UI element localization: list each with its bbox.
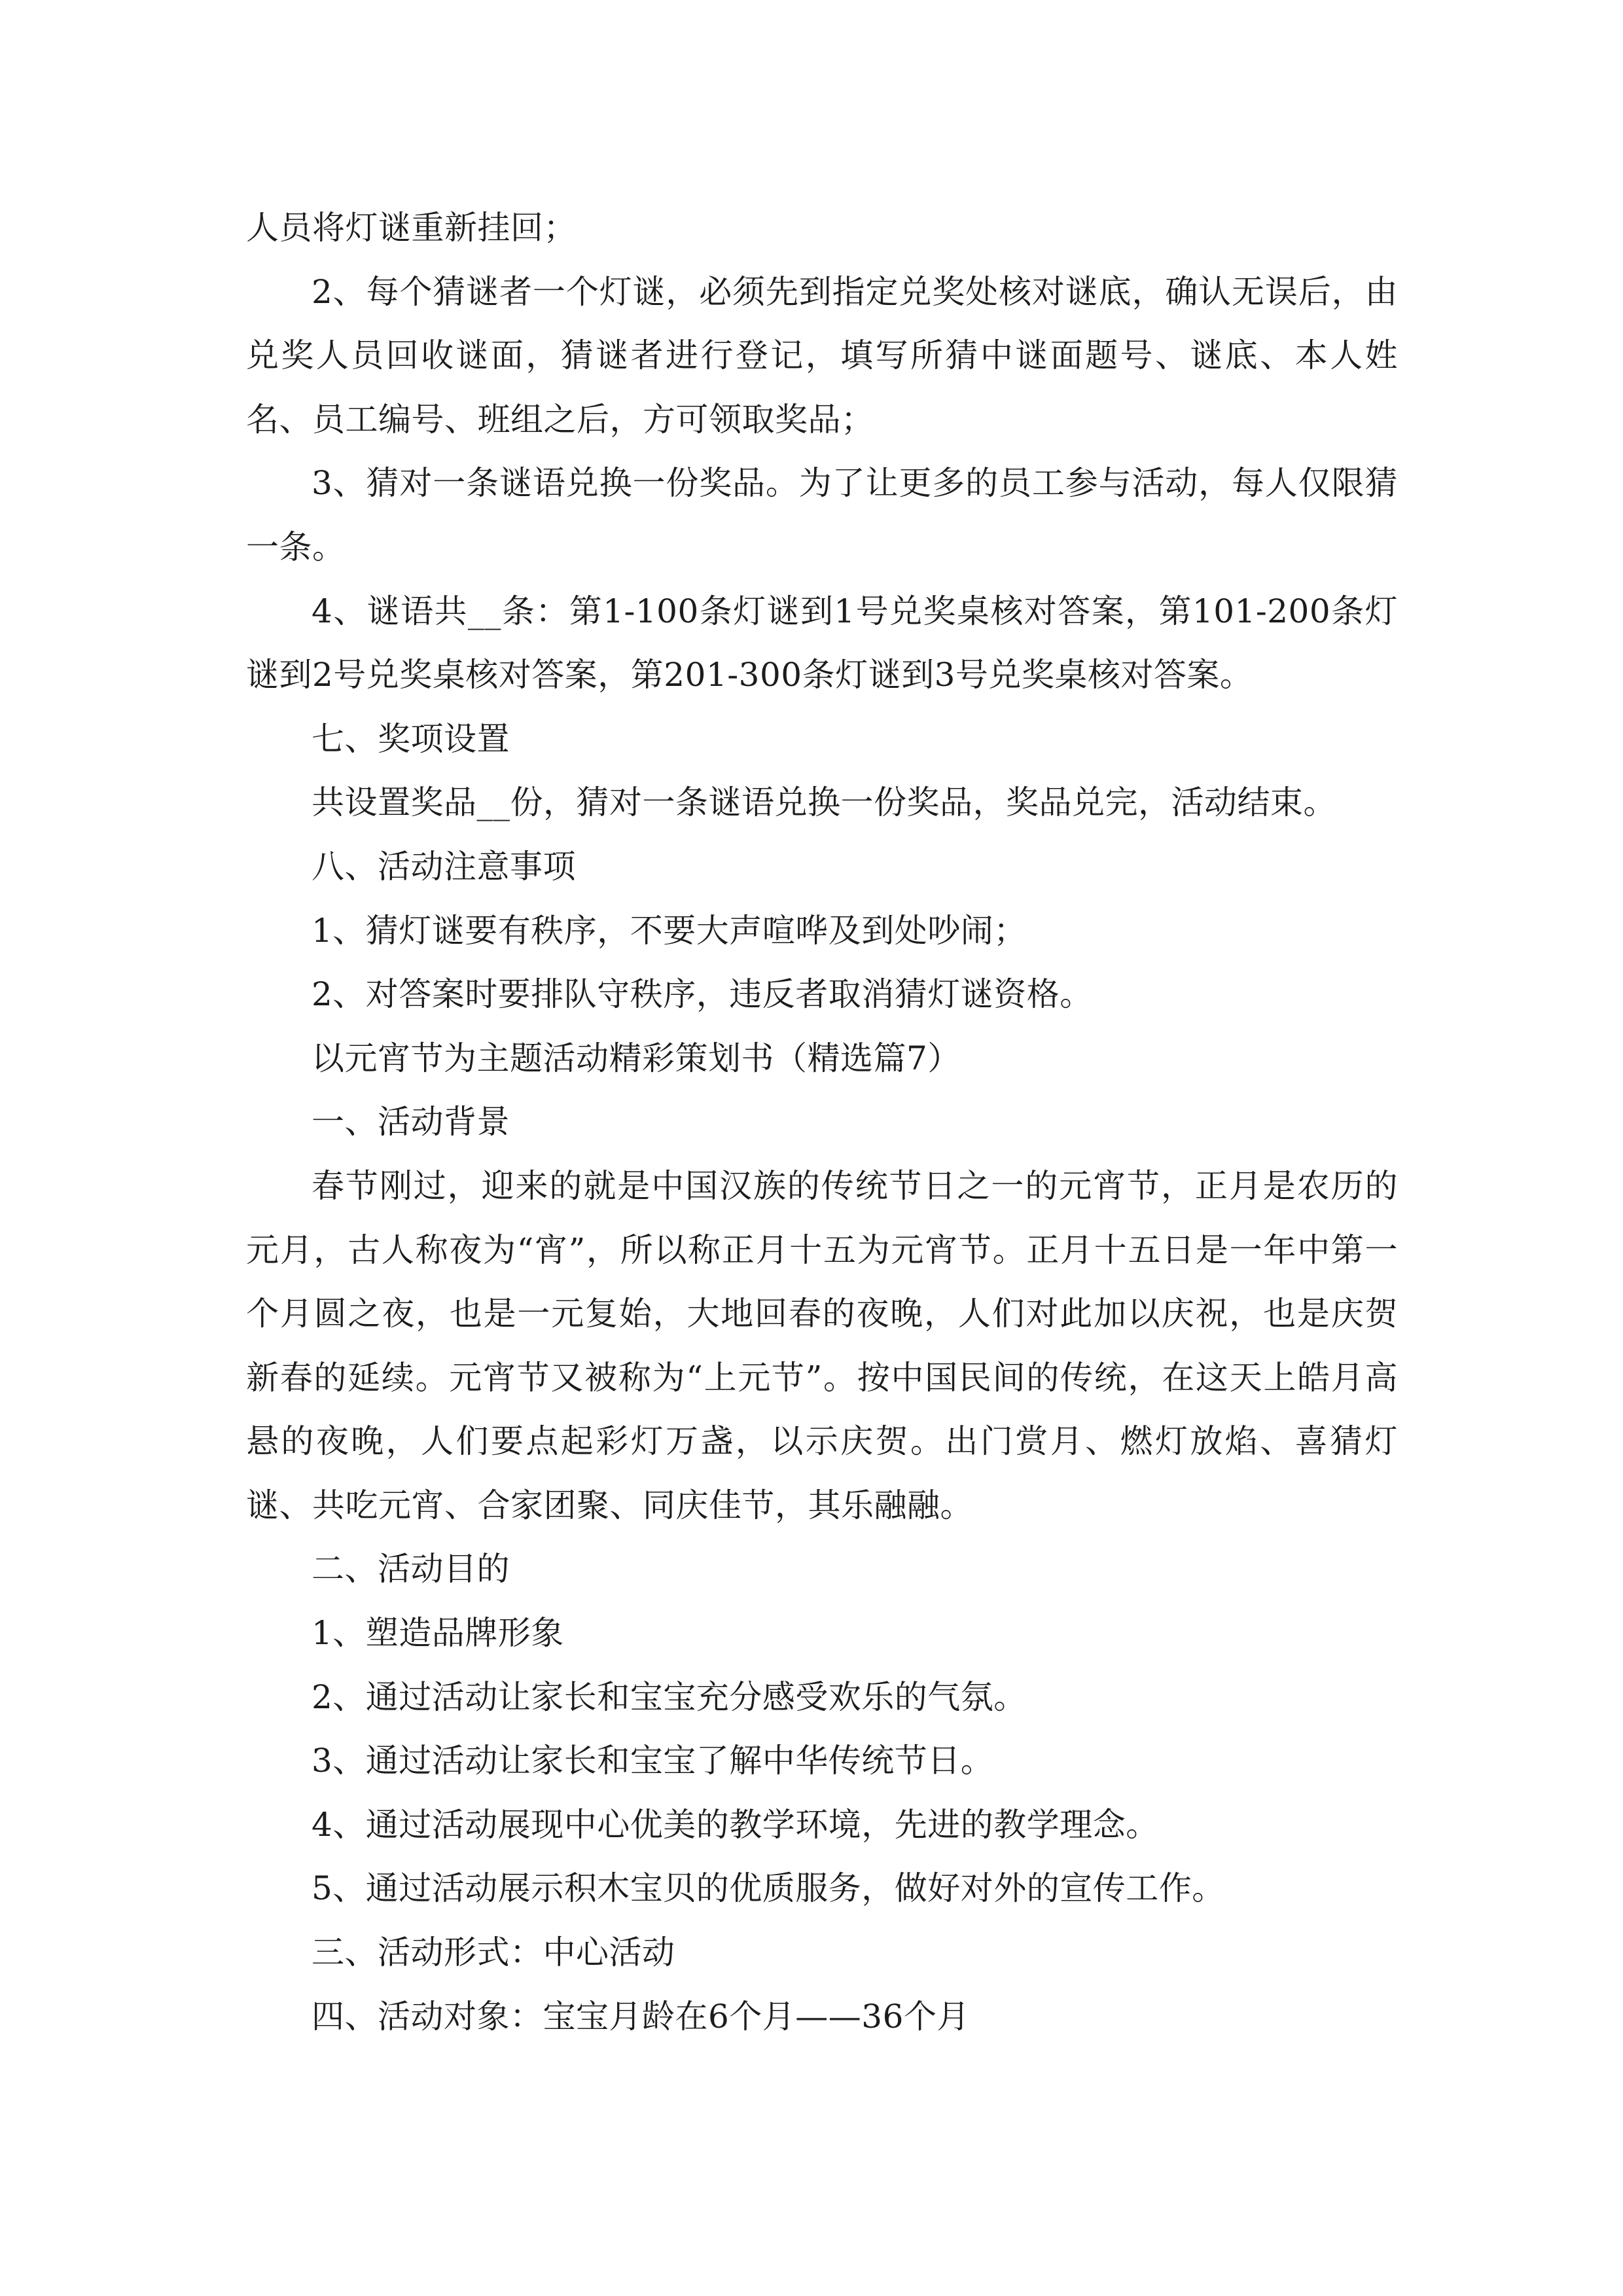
paragraph-purpose-2: 2、通过活动让家长和宝宝充分感受欢乐的气氛。 bbox=[312, 1677, 1027, 1716]
heading-awards: 七、奖项设置 bbox=[312, 719, 510, 758]
paragraph-rule-3: 3、猜对一条谜语兑换一份奖品。为了让更多的员工参与活动，每人仅限猜一条。 bbox=[246, 464, 1398, 566]
paragraph-rule-4: 4、谜语共__条：第1-100条灯谜到1号兑奖桌核对答案，第101-200条灯谜到2号兑奖桌核对答案，第201-300条灯谜到3号兑奖桌核对答案。 bbox=[246, 592, 1398, 694]
paragraph-awards: 共设置奖品__份，猜对一条谜语兑换一份奖品，奖品兑完，活动结束。 bbox=[312, 783, 1336, 822]
paragraph-continued: 人员将灯谜重新挂回； bbox=[246, 209, 577, 247]
heading-audience: 四、活动对象：宝宝月龄在6个月——36个月 bbox=[312, 1997, 970, 2036]
heading-notes: 八、活动注意事项 bbox=[312, 847, 576, 886]
paragraph-rule-2: 2、每个猜谜者一个灯谜，必须先到指定兑奖处核对谜底，确认无误后，由兑奖人员回收谜面，猜谜者进行登记，填写所猜中谜面题号、谜底、本人姓名、员工编号、班组之后，方可领取奖品； bbox=[246, 272, 1398, 439]
paragraph-purpose-4: 4、通过活动展现中心优美的教学环境，先进的教学理念。 bbox=[312, 1805, 1159, 1844]
paragraph-purpose-1: 1、塑造品牌形象 bbox=[312, 1614, 564, 1653]
heading-background: 一、活动背景 bbox=[312, 1103, 510, 1141]
paragraph-purpose-3: 3、通过活动让家长和宝宝了解中华传统节日。 bbox=[312, 1742, 994, 1780]
section-title: 以元宵节为主题活动精彩策划书（精选篇7） bbox=[312, 1039, 961, 1077]
paragraph-purpose-5: 5、通过活动展示积木宝贝的优质服务，做好对外的宣传工作。 bbox=[312, 1869, 1225, 1908]
paragraph-note-1: 1、猜灯谜要有秩序，不要大声喧哗及到处吵闹； bbox=[312, 911, 1027, 950]
heading-purpose: 二、活动目的 bbox=[312, 1550, 510, 1588]
heading-format: 三、活动形式：中心活动 bbox=[312, 1933, 675, 1972]
paragraph-background: 春节刚过，迎来的就是中国汉族的传统节日之一的元宵节，正月是农历的元月，古人称夜为“宵”，所以称正月十五为元宵节。正月十五日是一年中第一个月圆之夜，也是一元复始，大地回春的夜晚，人们对此加以庆祝，也是庆贺新春的延续。元宵节又被称为“上元节”。按中国民间的传统，在这天上皓月高悬的夜晚，人们要点起彩灯万盏，以示庆贺。出门赏月、燃灯放焰、喜猜灯谜、共吃元宵、合家团聚、同庆佳节，其乐融融。 bbox=[246, 1166, 1398, 1524]
document-body bbox=[246, 196, 1398, 2049]
paragraph-note-2: 2、对答案时要排队守秩序，违反者取消猜灯谜资格。 bbox=[312, 975, 1093, 1014]
